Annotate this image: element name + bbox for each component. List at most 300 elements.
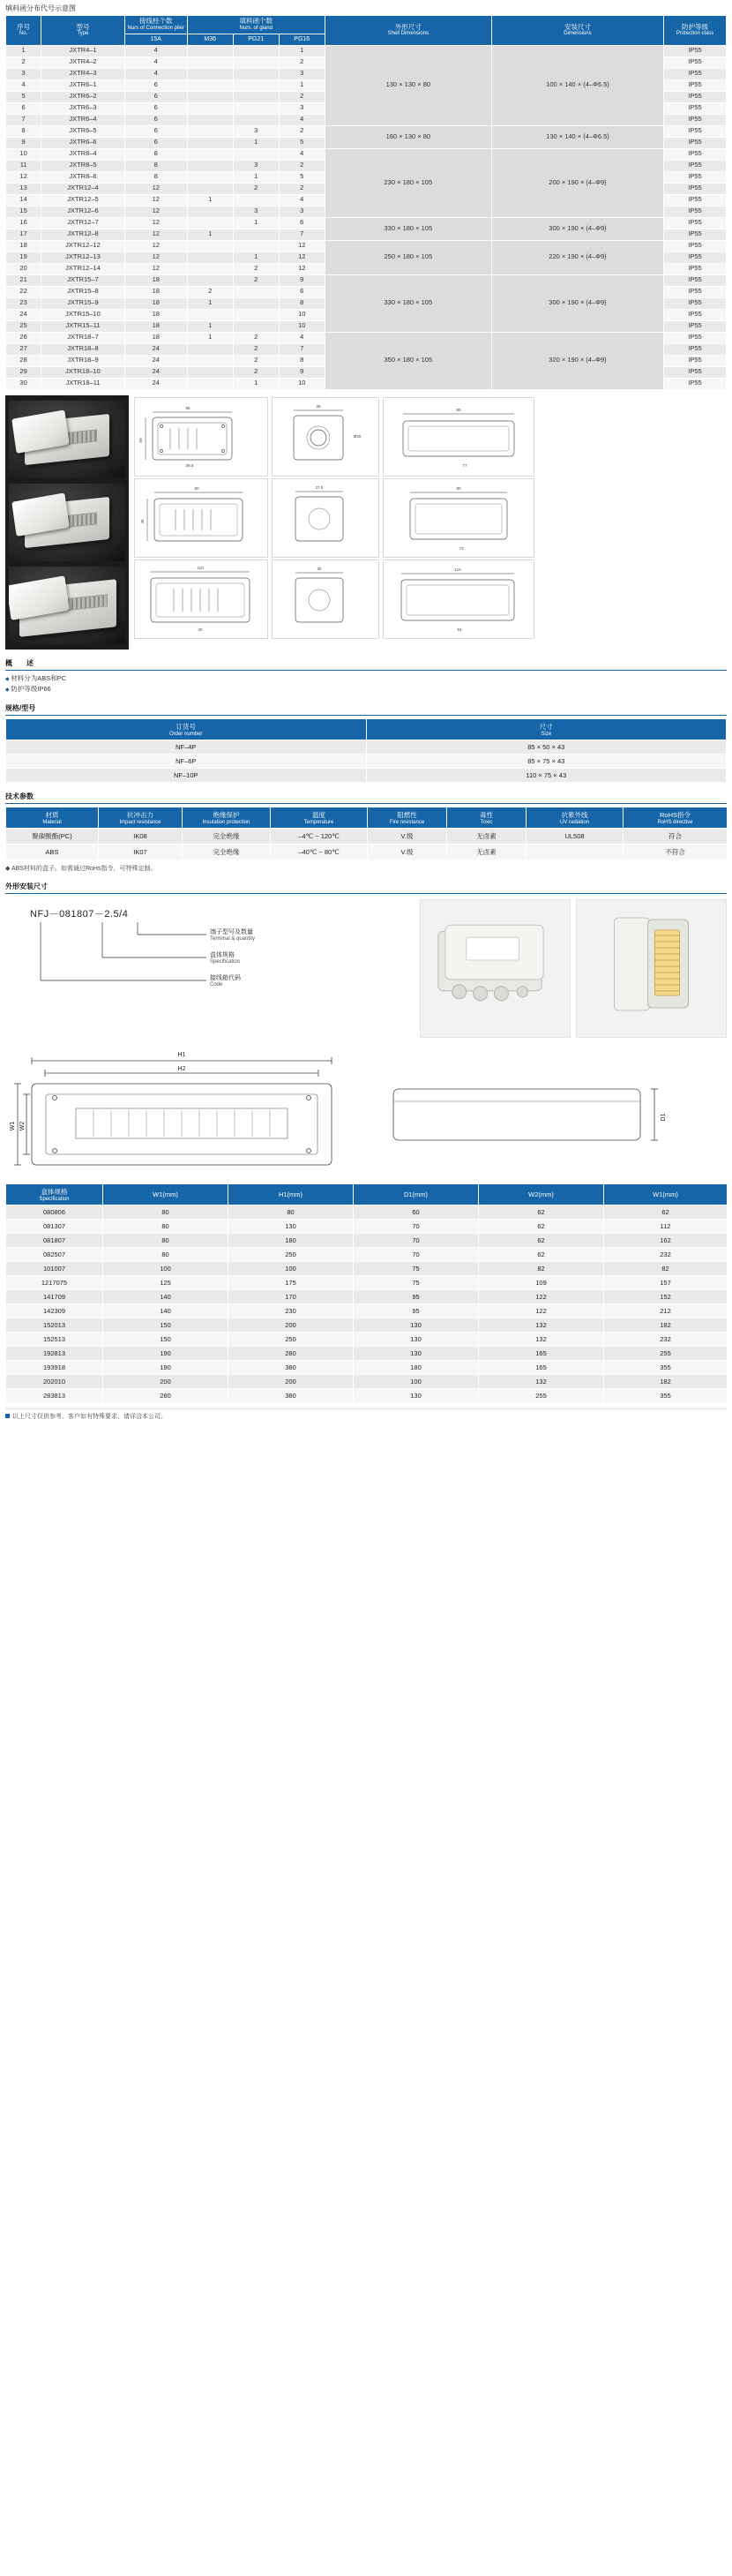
- row-no: 30: [6, 378, 41, 389]
- tech-col-4: 阻燃性 Fire resistance: [368, 807, 447, 828]
- row-15a: 12: [124, 252, 187, 263]
- row-ip: IP55: [664, 274, 727, 286]
- row-ip: IP55: [664, 91, 727, 102]
- size-w2: 132: [479, 1332, 604, 1346]
- row-type: JXTR18–10: [41, 366, 125, 378]
- size-h1: 230: [228, 1303, 354, 1318]
- row-pg21: 3: [233, 160, 279, 171]
- size-h1: 175: [228, 1275, 354, 1289]
- tech-toxic: 无卤素: [447, 828, 527, 844]
- row-pg16: 3: [279, 102, 325, 114]
- order-table: [5, 718, 727, 783]
- product-shots: [420, 899, 727, 1038]
- row-15a: 8: [124, 148, 187, 160]
- size-d1: 70: [354, 1233, 479, 1247]
- row-no: 28: [6, 355, 41, 366]
- row-type: JXTR6–5: [41, 125, 125, 137]
- row-m36: [187, 68, 233, 79]
- row-type: JXTR18–7: [41, 332, 125, 343]
- svg-text:36.5: 36.5: [185, 462, 194, 468]
- table-row: [6, 740, 727, 754]
- row-m36: [187, 56, 233, 68]
- size-w1b: 355: [604, 1360, 728, 1374]
- row-type: JXTR8–4: [41, 148, 125, 160]
- row-type: JXTR4–1: [41, 45, 125, 56]
- row-15a: 6: [124, 137, 187, 148]
- product-photo-open: [576, 899, 727, 1038]
- row-pg16: 12: [279, 263, 325, 274]
- svg-text:W2: W2: [19, 1121, 26, 1130]
- size-w1b: 232: [604, 1332, 728, 1346]
- row-type: JXTR6–2: [41, 91, 125, 102]
- row-15a: 6: [124, 114, 187, 125]
- row-type: JXTR12–7: [41, 217, 125, 229]
- table-row: [6, 217, 727, 229]
- row-ip: IP55: [664, 171, 727, 183]
- outline-drawings: [5, 1045, 727, 1182]
- row-ip: IP55: [664, 240, 727, 252]
- row-ip: IP55: [664, 56, 727, 68]
- size-w1b: 162: [604, 1233, 728, 1247]
- size-w1: 190: [103, 1346, 228, 1360]
- size-spec: 142309: [6, 1303, 103, 1318]
- size-w2: 122: [479, 1289, 604, 1303]
- row-15a: 18: [124, 297, 187, 309]
- row-no: 13: [6, 183, 41, 194]
- row-15a: 8: [124, 171, 187, 183]
- row-pg16: 7: [279, 343, 325, 355]
- row-pg16: 9: [279, 366, 325, 378]
- size-w2: 62: [479, 1233, 604, 1247]
- size-spec: 1217075: [6, 1275, 103, 1289]
- row-no: 25: [6, 320, 41, 332]
- tech-col-2: 绝缘保护 Insulation protection: [183, 807, 271, 828]
- row-ip: IP55: [664, 68, 727, 79]
- row-pg21: 1: [233, 378, 279, 389]
- size-d1: 60: [354, 1205, 479, 1219]
- row-m36: [187, 114, 233, 125]
- size-h1: 100: [228, 1261, 354, 1275]
- row-type: JXTR12–14: [41, 263, 125, 274]
- size-w1b: 212: [604, 1303, 728, 1318]
- product-photo-1: [9, 401, 125, 478]
- size-w2: 82: [479, 1261, 604, 1275]
- svg-text:27.5: 27.5: [315, 484, 324, 490]
- row-type: JXTR4–2: [41, 56, 125, 68]
- col-no: 序号 No.: [6, 16, 41, 46]
- row-pg16: 10: [279, 309, 325, 320]
- row-no: 21: [6, 274, 41, 286]
- drawing-side-view-1: [272, 397, 379, 477]
- size-w2: 132: [479, 1318, 604, 1332]
- row-m36: [187, 79, 233, 91]
- subcol-m36: M36: [187, 34, 233, 45]
- tech-col-0: 材质 Material: [6, 807, 99, 828]
- code-leader-lines: [5, 919, 411, 1025]
- size-w1: 150: [103, 1318, 228, 1332]
- col-mount: 安装尺寸 Dimensions: [491, 16, 663, 46]
- row-pg16: 5: [279, 137, 325, 148]
- row-pg16: 1: [279, 79, 325, 91]
- row-type: JXTR6–1: [41, 79, 125, 91]
- row-pg16: 6: [279, 217, 325, 229]
- size-spec: 081807: [6, 1233, 103, 1247]
- row-pg16: 8: [279, 297, 325, 309]
- code-heading: 外形安装尺寸: [5, 882, 727, 894]
- row-m36: [187, 240, 233, 252]
- row-pg16: 2: [279, 160, 325, 171]
- row-ip: IP55: [664, 194, 727, 206]
- row-m36: [187, 263, 233, 274]
- row-m36: [187, 160, 233, 171]
- size-d1: 95: [354, 1289, 479, 1303]
- size-h1: 170: [228, 1289, 354, 1303]
- row-pg16: 7: [279, 229, 325, 240]
- size-w1b: 355: [604, 1388, 728, 1402]
- order-size: 85 × 50 × 43: [366, 740, 727, 754]
- tech-col-6: 抗紫外线 UV radiation: [527, 807, 624, 828]
- row-no: 20: [6, 263, 41, 274]
- spec-table: [5, 15, 727, 390]
- svg-text:35: 35: [317, 566, 322, 571]
- row-ip: IP55: [664, 125, 727, 137]
- drawing-side-view-2: [272, 478, 379, 558]
- size-h1: 180: [228, 1233, 354, 1247]
- row-mount-dimensions: 300 × 190 × (4–Ф9): [491, 274, 663, 332]
- row-ip: IP55: [664, 355, 727, 366]
- row-no: 15: [6, 206, 41, 217]
- row-no: 29: [6, 366, 41, 378]
- table-row: [6, 1303, 728, 1318]
- tech-insulation: 完全绝缘: [183, 844, 271, 860]
- row-pg21: 1: [233, 252, 279, 263]
- row-type: JXTR15–9: [41, 297, 125, 309]
- row-no: 14: [6, 194, 41, 206]
- row-pg16: 2: [279, 91, 325, 102]
- tech-rohs: 符合: [624, 828, 728, 844]
- size-spec: 283813: [6, 1388, 103, 1402]
- tech-insulation: 完全绝缘: [183, 828, 271, 844]
- size-d1: 130: [354, 1388, 479, 1402]
- row-no: 19: [6, 252, 41, 263]
- row-no: 17: [6, 229, 41, 240]
- svg-text:73: 73: [459, 545, 464, 551]
- table-row: [6, 1318, 728, 1332]
- code-breakdown: [5, 899, 420, 1032]
- row-m36: [187, 45, 233, 56]
- row-pg16: 6: [279, 286, 325, 297]
- size-w1: 140: [103, 1303, 228, 1318]
- size-d1: 75: [354, 1275, 479, 1289]
- size-w1: 190: [103, 1360, 228, 1374]
- svg-text:Ø30: Ø30: [353, 433, 362, 439]
- svg-text:80: 80: [456, 485, 461, 491]
- tech-material: ABS: [6, 844, 99, 860]
- row-pg21: [233, 45, 279, 56]
- row-pg21: [233, 229, 279, 240]
- size-w1b: 182: [604, 1318, 728, 1332]
- row-ip: IP55: [664, 206, 727, 217]
- drawing-top-view-2: [383, 478, 534, 558]
- svg-text:40: 40: [140, 519, 145, 524]
- row-15a: 6: [124, 102, 187, 114]
- row-pg21: 2: [233, 366, 279, 378]
- size-h1: 380: [228, 1388, 354, 1402]
- row-pg16: 4: [279, 194, 325, 206]
- svg-text:80: 80: [194, 485, 199, 491]
- row-m36: [187, 355, 233, 366]
- size-d1: 70: [354, 1247, 479, 1261]
- footer-note: 以上尺寸仅供参考。客户如有特殊要求，请详洽本公司。: [5, 1408, 727, 1421]
- row-type: JXTR8–5: [41, 160, 125, 171]
- product-photo-closed: [420, 899, 571, 1038]
- row-no: 18: [6, 240, 41, 252]
- table-row: [6, 754, 727, 768]
- row-type: JXTR12–8: [41, 229, 125, 240]
- row-no: 12: [6, 171, 41, 183]
- svg-text:30: 30: [198, 627, 203, 632]
- outline-side: [367, 1045, 684, 1182]
- row-no: 24: [6, 309, 41, 320]
- size-w1b: 182: [604, 1374, 728, 1388]
- size-col-3: D1(mm): [354, 1183, 479, 1205]
- row-pg16: 5: [279, 171, 325, 183]
- row-ip: IP55: [664, 366, 727, 378]
- size-spec: 080806: [6, 1205, 103, 1219]
- row-ip: IP55: [664, 160, 727, 171]
- bullet-square-icon: [5, 1414, 10, 1418]
- row-15a: 6: [124, 91, 187, 102]
- row-15a: 12: [124, 194, 187, 206]
- row-m36: [187, 217, 233, 229]
- table-row: [6, 148, 727, 160]
- overview-bullet-1: ◆ 防护等级IP66: [5, 684, 727, 695]
- tech-toxic: 无卤素: [447, 844, 527, 860]
- size-w1: 80: [103, 1233, 228, 1247]
- row-pg21: [233, 194, 279, 206]
- drawing-top-view-3: [383, 560, 534, 639]
- row-shell-dimensions: 230 × 180 × 105: [325, 148, 491, 217]
- row-15a: 6: [124, 125, 187, 137]
- tech-table: [5, 807, 728, 860]
- svg-text:H2: H2: [177, 1065, 186, 1072]
- row-ip: IP55: [664, 102, 727, 114]
- drawing-top-view-1: [383, 397, 534, 477]
- row-type: JXTR12–13: [41, 252, 125, 263]
- overview-heading: 概 述: [5, 658, 727, 671]
- tech-header-row: [6, 807, 728, 828]
- tech-fire: V.级: [368, 844, 447, 860]
- size-header-row: [6, 1183, 728, 1205]
- row-pg21: 3: [233, 125, 279, 137]
- row-shell-dimensions: 330 × 180 × 105: [325, 217, 491, 240]
- size-col-0: 盒体规格 Specification: [6, 1183, 103, 1205]
- row-mount-dimensions: 200 × 190 × (4–Ф9): [491, 148, 663, 217]
- row-15a: 12: [124, 263, 187, 274]
- size-w2: 255: [479, 1388, 604, 1402]
- table-row: [6, 1374, 728, 1388]
- row-m36: [187, 206, 233, 217]
- row-m36: [187, 252, 233, 263]
- row-ip: IP55: [664, 309, 727, 320]
- size-w1b: 157: [604, 1275, 728, 1289]
- row-pg21: 3: [233, 206, 279, 217]
- row-shell-dimensions: 130 × 130 × 80: [325, 45, 491, 125]
- row-pg16: 2: [279, 56, 325, 68]
- row-15a: 12: [124, 183, 187, 194]
- overview-bullets: [5, 673, 727, 695]
- svg-text:50: 50: [138, 438, 143, 443]
- size-h1: 200: [228, 1318, 354, 1332]
- row-pg16: 4: [279, 148, 325, 160]
- svg-text:H1: H1: [177, 1051, 186, 1058]
- row-pg16: 3: [279, 68, 325, 79]
- row-shell-dimensions: 160 × 130 × 80: [325, 125, 491, 148]
- tech-col-3: 温度 Temperature: [271, 807, 368, 828]
- size-spec: 192813: [6, 1346, 103, 1360]
- row-pg16: 3: [279, 206, 325, 217]
- row-pg21: [233, 114, 279, 125]
- size-w1b: 152: [604, 1289, 728, 1303]
- row-pg21: 1: [233, 137, 279, 148]
- tech-temp: –40℃ ~ 80℃: [271, 844, 368, 860]
- row-pg21: [233, 240, 279, 252]
- row-type: JXTR6–6: [41, 137, 125, 148]
- size-spec: 152013: [6, 1318, 103, 1332]
- row-15a: 6: [124, 79, 187, 91]
- svg-text:94: 94: [457, 627, 462, 632]
- size-w1: 200: [103, 1374, 228, 1388]
- row-mount-dimensions: 300 × 190 × (4–Ф9): [491, 217, 663, 240]
- row-15a: 12: [124, 206, 187, 217]
- row-type: JXTR15–7: [41, 274, 125, 286]
- table-row: [6, 1275, 728, 1289]
- svg-text:W1: W1: [10, 1121, 16, 1130]
- row-pg21: 2: [233, 263, 279, 274]
- col-shell: 外形尺寸 Shell Dimensions: [325, 16, 491, 46]
- subcol-pg21: PG21: [233, 34, 279, 45]
- row-ip: IP55: [664, 229, 727, 240]
- row-pg21: [233, 309, 279, 320]
- row-15a: 18: [124, 332, 187, 343]
- row-ip: IP55: [664, 114, 727, 125]
- row-pg21: 1: [233, 217, 279, 229]
- row-type: JXTR4–3: [41, 68, 125, 79]
- size-w2: 62: [479, 1205, 604, 1219]
- row-pg21: 2: [233, 343, 279, 355]
- table-row: [6, 274, 727, 286]
- size-d1: 70: [354, 1219, 479, 1233]
- row-type: JXTR18–8: [41, 343, 125, 355]
- col-type: 型号 Type: [41, 16, 125, 46]
- tech-heading: 技术参数: [5, 792, 727, 804]
- row-pg16: 10: [279, 378, 325, 389]
- size-d1: 130: [354, 1346, 479, 1360]
- code-legend-0: 端子型号及数量 Terminal & quantity: [210, 928, 256, 942]
- tech-material: 聚碳酸酯(PC): [6, 828, 99, 844]
- row-no: 7: [6, 114, 41, 125]
- row-no: 10: [6, 148, 41, 160]
- table-row: [6, 1261, 728, 1275]
- size-d1: 130: [354, 1318, 479, 1332]
- product-photo-2: [9, 484, 125, 561]
- size-w1: 80: [103, 1205, 228, 1219]
- svg-text:85: 85: [456, 407, 461, 412]
- size-h1: 280: [228, 1346, 354, 1360]
- subcol-15a: 15A: [124, 34, 187, 45]
- size-w2: 132: [479, 1374, 604, 1388]
- row-mount-dimensions: 220 × 190 × (4–Ф9): [491, 240, 663, 274]
- col-ip: 防护等级 Protection class: [664, 16, 727, 46]
- row-15a: 18: [124, 309, 187, 320]
- svg-text:110: 110: [197, 565, 204, 570]
- row-type: JXTR6–3: [41, 102, 125, 114]
- size-w2: 62: [479, 1219, 604, 1233]
- row-m36: 1: [187, 320, 233, 332]
- size-h1: 80: [228, 1205, 354, 1219]
- row-pg16: 2: [279, 183, 325, 194]
- row-pg21: [233, 286, 279, 297]
- tech-fire: V.级: [368, 828, 447, 844]
- row-pg21: [233, 320, 279, 332]
- drawing-front-view-2: [134, 478, 268, 558]
- size-h1: 250: [228, 1332, 354, 1346]
- svg-text:85: 85: [185, 405, 190, 410]
- col-gland: 填料函个数 Nurs. of gland: [187, 16, 325, 34]
- drawing-side-view-3: [272, 560, 379, 639]
- drawing-front-view-3: [134, 560, 268, 639]
- order-heading: 规格/型号: [5, 703, 727, 716]
- drawing-front-view-1: [134, 397, 268, 477]
- row-ip: IP55: [664, 79, 727, 91]
- row-pg21: [233, 79, 279, 91]
- table-row: [6, 332, 727, 343]
- row-no: 22: [6, 286, 41, 297]
- tech-col-7: RoHS指令 RoHS directive: [624, 807, 728, 828]
- size-w1: 125: [103, 1275, 228, 1289]
- row-m36: 1: [187, 229, 233, 240]
- row-ip: IP55: [664, 343, 727, 355]
- row-m36: 1: [187, 297, 233, 309]
- size-h1: 130: [228, 1219, 354, 1233]
- illustration-band: [5, 395, 727, 650]
- size-spec: 202010: [6, 1374, 103, 1388]
- tech-note: ◆ ABS材料的盒子。如需通过RoHs指令，可特殊定制。: [5, 865, 157, 872]
- row-m36: [187, 171, 233, 183]
- row-no: 4: [6, 79, 41, 91]
- size-d1: 75: [354, 1261, 479, 1275]
- row-15a: 4: [124, 68, 187, 79]
- size-d1: 180: [354, 1360, 479, 1374]
- overview-bullet-0: ◆ 材料分为ABS和PC: [5, 673, 727, 684]
- spec-header-row: [6, 16, 727, 34]
- size-table: [5, 1183, 728, 1403]
- row-pg21: 1: [233, 171, 279, 183]
- size-col-1: W1(mm): [103, 1183, 228, 1205]
- size-w1b: 112: [604, 1219, 728, 1233]
- row-no: 16: [6, 217, 41, 229]
- row-pg16: 8: [279, 355, 325, 366]
- row-15a: 12: [124, 240, 187, 252]
- row-m36: [187, 309, 233, 320]
- row-shell-dimensions: 250 × 180 × 105: [325, 240, 491, 274]
- row-15a: 4: [124, 45, 187, 56]
- tech-uv: [527, 844, 624, 860]
- size-w2: 165: [479, 1346, 604, 1360]
- row-m36: 2: [187, 286, 233, 297]
- technical-drawings: [129, 395, 727, 650]
- order-number: NF–4P: [6, 740, 367, 754]
